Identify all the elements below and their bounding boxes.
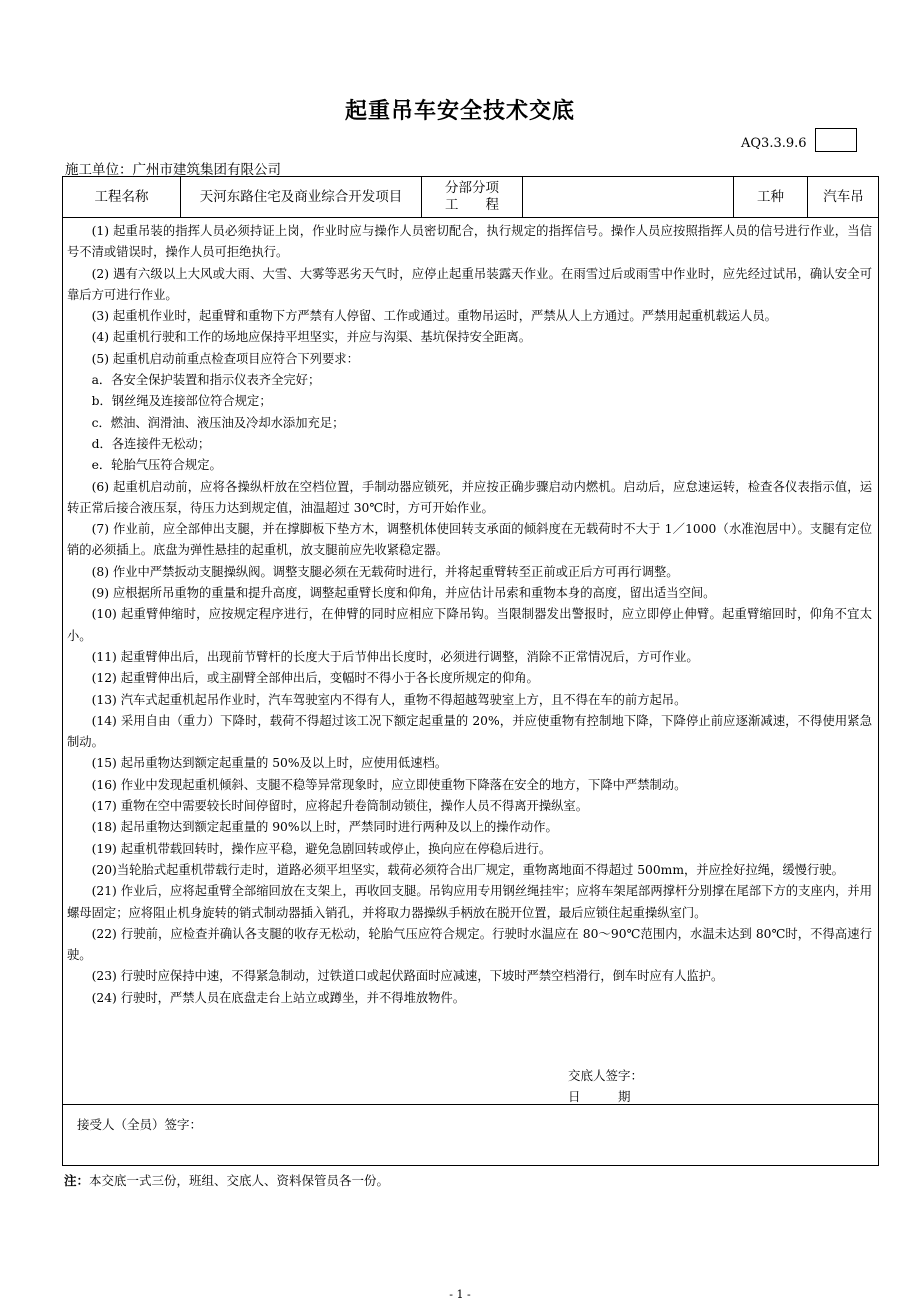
signer-label: 交底人签字： bbox=[568, 1068, 644, 1083]
paragraph: (18) 起吊重物达到额定起重量的 90%以上时，严禁同时进行两种及以上的操作动作。 bbox=[91, 820, 558, 835]
date-label: 日 期 bbox=[568, 1089, 631, 1104]
paragraph: (12) 起重臂伸出后，或主副臂全部伸出后，变幅时不得小于各长度所规定的仰角。 bbox=[91, 671, 539, 686]
paragraph: d．各连接件无松动； bbox=[91, 436, 211, 451]
document-code-box bbox=[815, 128, 857, 152]
paragraph: (15) 起吊重物达到额定起重量的 50%及以上时，应使用低速档。 bbox=[91, 756, 448, 771]
paragraph: (17) 重物在空中需要较长时间停留时，应将起升卷筒制动锁住，操作人员不得离开操纵室。 bbox=[91, 799, 589, 814]
paragraph: (21) 作业后，应将起重臂全部缩回放在支架上，再收回支腿。吊钩应用专用钢丝绳挂牢；应将车架尾部两撑杆分别撑在尾部下方的支座内，并用螺母固定；应将阻止机身旋转的销式制动器插入销孔，并将取力器操纵手柄放在脱开位置，最后应锁住起重操纵室门。 bbox=[67, 884, 872, 920]
note-prefix: 注： bbox=[64, 1173, 90, 1188]
paragraph: e．轮胎气压符合规定。 bbox=[91, 458, 222, 473]
signature-block bbox=[568, 1065, 643, 1107]
project-name-value: 天河东路住宅及商业综合开发项目 bbox=[181, 177, 422, 217]
subdivision-label: 分部分项工 程 bbox=[422, 177, 523, 217]
paragraph: (11) 起重臂伸出后，出现前节臂杆的长度大于后节伸出长度时，必须进行调整，消除不正常情况后，方可作业。 bbox=[91, 649, 699, 664]
paragraph: (7) 作业前，应全部伸出支腿，并在撑脚板下垫方木，调整机体使回转支承面的倾斜度在无载荷时不大于 1／1000（水准泡居中）。支腿有定位销的必须插上。底盘为弹性悬挂的起重机，放支腿前应先收紧稳定器。 bbox=[67, 522, 872, 558]
paragraph: a．各安全保护装置和指示仪表齐全完好； bbox=[91, 373, 321, 388]
construction-unit: 施工单位：广州市建筑集团有限公司 bbox=[65, 162, 281, 178]
paragraph: c．燃油、润滑油、液压油及冷却水添加充足； bbox=[91, 415, 345, 430]
paragraph: (3) 起重机作业时，起重臂和重物下方严禁有人停留、工作或通过。重物吊运时，严禁从人上方通过。严禁用起重机载运人员。 bbox=[91, 309, 777, 324]
paragraph: (2) 遇有六级以上大风或大雨、大雪、大雾等恶劣天气时，应停止起重吊装露天作业。在雨雪过后或雨雪中作业时，应先经过试吊，确认安全可靠后方可进行作业。 bbox=[67, 266, 872, 302]
paragraph: (19) 起重机带载回转时，操作应平稳，避免急剧回转或停止，换向应在停稳后进行。 bbox=[91, 841, 552, 856]
disclosure-table bbox=[62, 176, 879, 1166]
note-text: 本交底一式三份，班组、交底人、资料保管员各一份。 bbox=[89, 1173, 390, 1188]
disclosure-content bbox=[67, 221, 872, 1009]
paragraph: (8) 作业中严禁扳动支腿操纵阀。调整支腿必须在无载荷时进行，并将起重臂转至正前或正后方可再行调整。 bbox=[91, 564, 679, 579]
page-number: - 1 - bbox=[449, 1288, 471, 1301]
receiver-label: 接受人（全员）签字： bbox=[77, 1117, 203, 1132]
paragraph: (24) 行驶时，严禁人员在底盘走台上站立或蹲坐，并不得堆放物件。 bbox=[91, 990, 466, 1005]
document-title: 起重吊车安全技术交底 bbox=[344, 99, 575, 124]
subdivision-value bbox=[523, 177, 734, 217]
trade-value: 汽车吊 bbox=[823, 188, 864, 205]
document-code: AQ3.3.9.6 bbox=[741, 136, 807, 151]
paragraph: (4) 起重机行驶和工作的场地应保持平坦坚实，并应与沟渠、基坑保持安全距离。 bbox=[91, 330, 532, 345]
paragraph: (22) 行驶前，应检查并确认各支腿的收存无松动，轮胎气压应符合规定。行驶时水温应在 80～90℃范围内，水温未达到 80℃时，不得高速行驶。 bbox=[67, 926, 872, 963]
project-name-label: 工程名称 bbox=[63, 177, 181, 217]
paragraph: (13) 汽车式起重机起吊作业时，汽车驾驶室内不得有人，重物不得超越驾驶室上方，且不得在车的前方起吊。 bbox=[91, 692, 687, 707]
paragraph: (16) 作业中发现起重机倾斜、支腿不稳等异常现象时，应立即使重物下降落在安全的地方，下降中严禁制动。 bbox=[91, 777, 687, 792]
header-divider bbox=[63, 217, 878, 218]
receiver-divider bbox=[63, 1104, 878, 1105]
paragraph: (14) 采用自由（重力）下降时，载荷不得超过该工况下额定起重量的 20%，并应使重物有控制地下降，下降停止前应逐渐减速，不得使用紧急制动。 bbox=[67, 713, 872, 750]
footnote bbox=[64, 1171, 389, 1189]
trade-label: 工种 bbox=[734, 177, 808, 217]
paragraph: (6) 起重机启动前，应将各操纵杆放在空档位置，手制动器应锁死，并应按正确步骤启动内燃机。启动后，应怠速运转，检查各仪表指示值，运转正常后接合液压泵，待压力达到规定值，油温超过 30℃时，方可开始作业。 bbox=[67, 479, 872, 515]
paragraph: (20)当轮胎式起重机带载行走时，道路必须平坦坚实，载荷必须符合出厂规定，重物离地面不得超过 500mm，并应拴好拉绳，缓慢行驶。 bbox=[91, 862, 844, 877]
paragraph: (1) 起重吊装的指挥人员必须持证上岗，作业时应与操作人员密切配合，执行规定的指挥信号。操作人员应按照指挥人员的信号进行作业，当信号不清或错误时，操作人员可拒绝执行。 bbox=[67, 224, 872, 260]
paragraph: b．钢丝绳及连接部位符合规定； bbox=[91, 394, 272, 409]
paragraph: (5) 起重机启动前重点检查项目应符合下列要求： bbox=[91, 351, 359, 366]
paragraph: (9) 应根据所吊重物的重量和提升高度，调整起重臂长度和仰角，并应估计吊索和重物本身的高度，留出适当空间。 bbox=[91, 586, 716, 601]
paragraph: (10) 起重臂伸缩时，应按规定程序进行，在伸臂的同时应相应下降吊钩。当限制器发出警报时，应立即停止伸臂。起重臂缩回时，仰角不宜太小。 bbox=[67, 607, 872, 643]
paragraph: (23) 行驶时应保持中速，不得紧急制动，过铁道口或起伏路面时应减速，下坡时严禁空档滑行，倒车时应有人监护。 bbox=[91, 969, 724, 984]
